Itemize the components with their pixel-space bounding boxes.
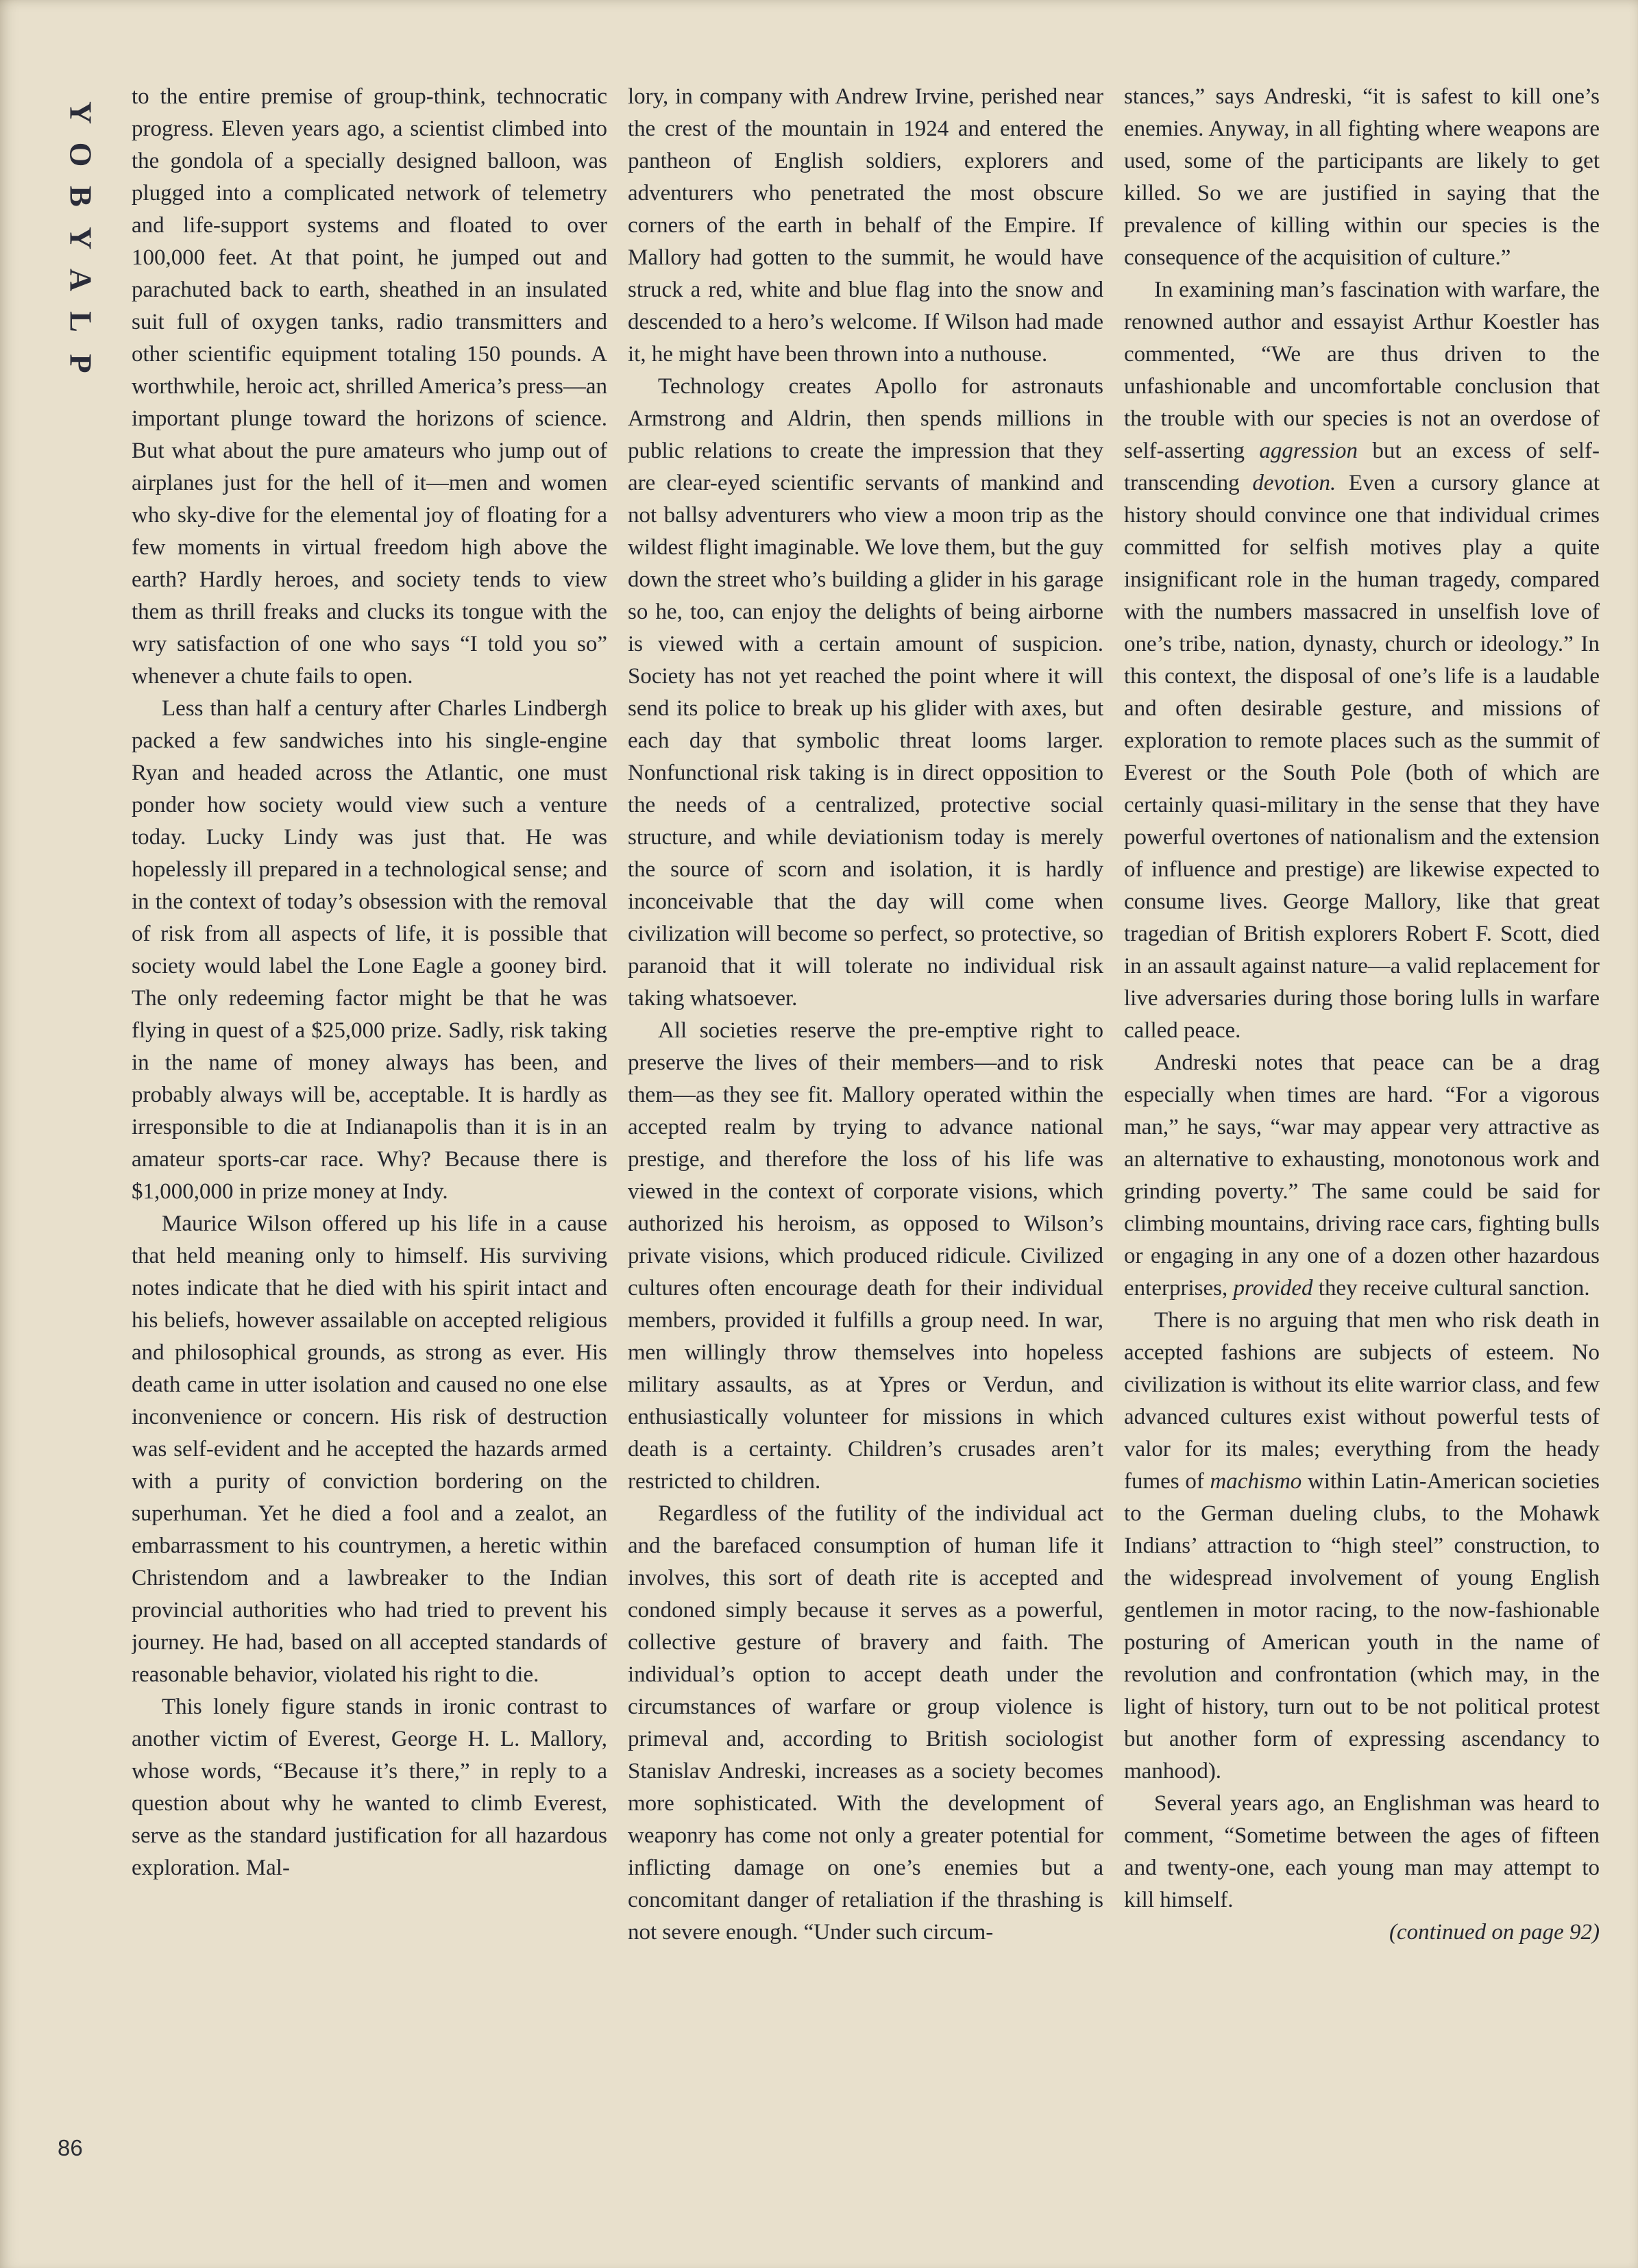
paragraph <box>1124 1047 1600 1305</box>
text-run: they receive cultural sanction. <box>1312 1276 1590 1301</box>
brand-letter: B <box>63 186 99 207</box>
text-run: Even a cursory glance at history should convince one that individual crimes committed for selfish motives play a quite insignificant role in the human tragedy, compared with the numbers massacred in unselfish love of one’s tribe, nation, dynasty, church or ideology.” In this context, the disposal of one’s life is a laudable and often desirable gesture, and missions of exploration to remote places such as the summit of Everest or the South Pole (both of which are certainly quasi-military in the sense that they have powerful overtones of nationalism and the extension of influence and prestige) are likewise expected to consume lives. George Mallory, like that great tragedian of British explorers Robert F. Scott, died in an assault against nature—a valid replacement for live adversaries during those boring lulls in warfare called peace. <box>1124 471 1600 1043</box>
paragraph <box>132 693 607 1208</box>
brand-letter: A <box>63 268 99 292</box>
italic-run: machismo <box>1210 1469 1302 1494</box>
brand-letter: O <box>63 142 99 167</box>
paragraph <box>1124 1788 1600 1916</box>
brand-letter: Y <box>63 226 99 250</box>
text-run: Several years ago, an Englishman was heard to comment, “Sometime between the ages of fifteen and twenty-one, each young man may attempt to kill himself. <box>1124 1791 1600 1912</box>
text-run: This lonely figure stands in ironic contrast to another victim of Everest, George H. L. Mallory, whose words, “Because it’s there,” in reply to a question about why he wanted to climb Everest, serve as the standard justification for all hazardous exploration. Mal- <box>132 1694 607 1880</box>
text-column-3 <box>1124 81 1600 2191</box>
text-run: stances,” says Andreski, “it is safest to kill one’s enemies. Anyway, in all fighting where weapons are used, some of the participants are likely to get killed. So we are justified in saying that the prevalence of killing within our species is the consequence of the acquisition of culture.” <box>1124 84 1600 270</box>
text-run: Less than half a century after Charles Lindbergh packed a few sandwiches into his single-engine Ryan and headed across the Atlantic, one must ponder how society would view such a venture today. Lucky Lindy was just that. He was hopelessly ill prepared in a technological sense; and in the context of today’s obsession with the removal of risk from all aspects of life, it is possible that society would label the Lone Eagle a gooney bird. The only redeeming factor might be that he was flying in quest of a $25,000 prize. Sadly, risk taking in the name of money always has been, and probably always will be, acceptable. It is hardly as irresponsible to die at Indianapolis than it is in an amateur sports-car race. Why? Because there is $1,000,000 in prize money at Indy. <box>132 696 607 1204</box>
paragraph <box>1124 274 1600 1047</box>
text-run: lory, in company with Andrew Irvine, perished near the crest of the mountain in 1924 and entered the pantheon of English soldiers, explorers and adventurers who penetrated the most obscure corners of the earth in behalf of the Empire. If Mallory had gotten to the summit, he would have struck a red, white and blue flag into the snow and descended to a hero’s welcome. If Wilson had made it, he might have been thrown into a nuthouse. <box>628 84 1103 367</box>
paragraph <box>132 1208 607 1691</box>
text-run: All societies reserve the pre-emptive right to preserve the lives of their members—and to risk them—as they see fit. Mallory operated within the accepted realm by trying to advance national prestige, and therefore the loss of his life was viewed in the context of corporate visions, which authorized his heroism, as opposed to Wilson’s private visions, which produced ridicule. Civilized cultures often encourage death for their individual members, provided it fulfills a group need. In war, men willingly throw themselves into hopeless military assaults, as at Ypres or Verdun, and enthusiastically volunteer for missions in which death is a certainty. Children’s crusades aren’t restricted to children. <box>628 1018 1103 1494</box>
brand-letter: P <box>63 354 99 373</box>
page-number: 86 <box>58 2135 83 2160</box>
brand-letter: Y <box>63 101 99 125</box>
italic-run: aggression <box>1259 439 1358 463</box>
column-paragraphs <box>628 81 1103 1949</box>
text-run: but an excess of self-transcending <box>1124 439 1600 495</box>
column-paragraphs <box>132 81 607 1884</box>
text-run: There is no arguing that men who risk death in accepted fashions are subjects of esteem. No civilization is without its elite warrior class, and few advanced cultures exist without powerful tests of valor for its males; everything from the heady fumes of <box>1124 1308 1600 1494</box>
text-run: Regardless of the futility of the individual act and the barefaced consumption of human life it involves, this sort of death rite is accepted and condoned simply because it serves as a powerful, collective gesture of bravery and faith. The individual’s option to accept death under the circumstances of warfare or group violence is primeval and, according to British sociologist Stanislav Andreski, increases as a society becomes more sophisticated. With the development of weaponry has come not only a greater potential for inflicting damage on one’s enemies but a concomitant danger of retaliation if the thrashing is not severe enough. “Under such circum- <box>628 1501 1103 1945</box>
brand-vertical-playboy <box>63 92 99 384</box>
text-run: Andreski notes that peace can be a drag especially when times are hard. “For a vigorous man,” he says, “war may appear very attractive as an alternative to exhausting, monotonous work and grinding poverty.” The same could be said for climbing mountains, driving race cars, fighting bulls or engaging in any one of a dozen other hazardous enterprises, <box>1124 1050 1600 1301</box>
italic-run: devotion. <box>1252 471 1336 495</box>
text-column-2 <box>628 81 1103 2191</box>
paragraph <box>628 81 1103 371</box>
continuation-note: (continued on page 92) <box>1389 1920 1600 1945</box>
paragraph <box>132 1691 607 1884</box>
column-paragraphs <box>1124 81 1600 1916</box>
text-run: Maurice Wilson offered up his life in a cause that held meaning only to himself. His surviving notes indicate that he died with his spirit intact and his beliefs, however assailable on accepted religious and philosophical grounds, as strong as ever. His death came in utter isolation and caused no one else inconvenience or concern. His risk of destruction was self-evident and he accepted the hazards armed with a purity of conviction bordering on the superhuman. Yet he died a fool and a zealot, an embarrassment to his countrymen, a heretic within Christendom and a lawbreaker to the Indian provincial authorities who had tried to prevent his journey. He had, based on all accepted standards of reasonable behavior, violated his right to die. <box>132 1211 607 1687</box>
paragraph <box>1124 81 1600 274</box>
italic-run: provided <box>1233 1276 1313 1301</box>
text-run: Technology creates Apollo for astronauts Armstrong and Aldrin, then spends millions in public relations to create the impression that they are clear-eyed scientific servants of mankind and not ballsy adventurers who view a moon trip as the wildest flight imaginable. We love them, but the guy down the street who’s building a glider in his garage so he, too, can enjoy the delights of being airborne is viewed with a certain amount of suspicion. Society has not yet reached the point where it will send its police to break up his glider with axes, but each day that symbolic threat looms larger. Nonfunctional risk taking is in direct opposition to the needs of a centralized, protective social structure, and while deviationism today is merely the source of scorn and isolation, it is hardly inconceivable that the day will come when civilization will become so perfect, so protective, so paranoid that it will tolerate no individual risk taking whatsoever. <box>628 374 1103 1011</box>
brand-letter: L <box>63 311 99 332</box>
paragraph <box>1124 1305 1600 1788</box>
paragraph <box>628 1015 1103 1498</box>
text-run: to the entire premise of group-think, technocratic progress. Eleven years ago, a scientist climbed into the gondola of a specially designed balloon, was plugged into a complicated network of telemetry and life-support systems and floated to over 100,000 feet. At that point, he jumped out and parachuted back to earth, sheathed in an insulated suit full of oxygen tanks, radio transmitters and other scientific equipment totaling 150 pounds. A worthwhile, heroic act, shrilled America’s press—an important plunge toward the horizons of science. But what about the pure amateurs who jump out of airplanes just for the hell of it—men and women who sky-dive for the elemental joy of floating for a few moments in virtual freedom high above the earth? Hardly heroes, and society tends to view them as thrill freaks and clucks its tongue with the wry satisfaction of one who says “I told you so” whenever a chute fails to open. <box>132 84 607 689</box>
paragraph <box>628 1498 1103 1949</box>
text-column-1 <box>132 81 607 2191</box>
text-run: within Latin-American societies to the German dueling clubs, to the Mohawk Indians’ attraction to “high steel” construction, to the widespread involvement of young English gentlemen in motor racing, to the now-fashionable posturing of American youth in the name of revolution and confrontation (which may, in the light of history, turn out to be not political protest but another form of expressing ascendancy to manhood). <box>1124 1469 1600 1784</box>
paragraph <box>628 371 1103 1015</box>
paragraph <box>132 81 607 693</box>
text-run: In examining man’s fascination with warfare, the renowned author and essayist Arthur Koestler has commented, “We are thus driven to the unfashionable and uncomfortable conclusion that the trouble with our species is not an overdose of self-asserting <box>1124 278 1600 463</box>
